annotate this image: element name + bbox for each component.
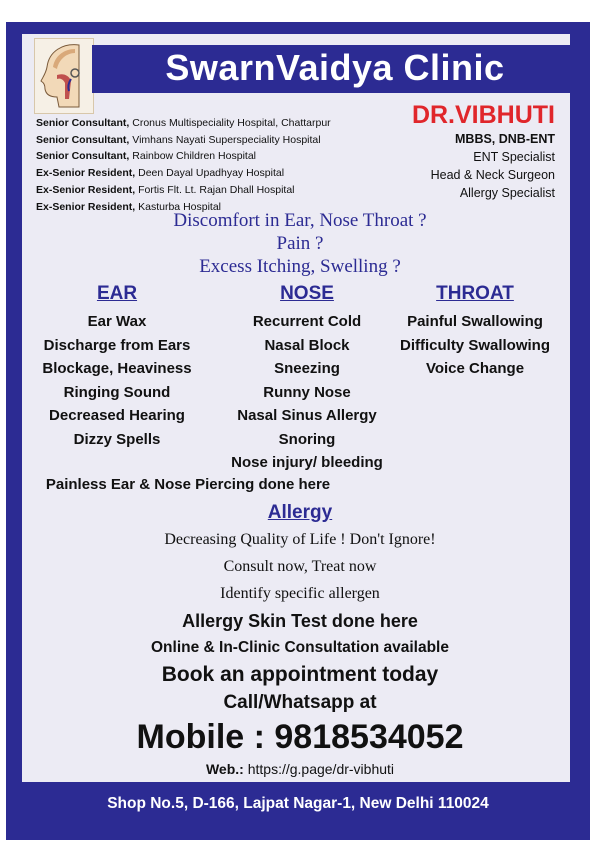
- nose-title: NOSE: [280, 283, 334, 304]
- credential-item: Ex-Senior Resident, Fortis Flt. Lt. Rajan Dhall Hospital: [36, 183, 295, 196]
- allergy-line: Decreasing Quality of Life ! Don't Ignore!: [164, 531, 436, 548]
- address-footer: Shop No.5, D-166, Lajpat Nagar-1, New Delhi 110024: [107, 795, 489, 812]
- list-item: Nasal Sinus Allergy: [237, 407, 377, 424]
- credential-item: Ex-Senior Resident, Deen Dayal Upadhyay Hospital: [36, 167, 285, 180]
- list-item: Painful Swallowing: [407, 313, 543, 330]
- allergy-line: Identify specific allergen: [220, 585, 380, 602]
- allergy-title: Allergy: [267, 502, 333, 523]
- mobile-number: Mobile : 9818534052: [136, 718, 464, 756]
- list-item: Nasal Block: [264, 336, 350, 354]
- skin-test-text: Allergy Skin Test done here: [182, 611, 418, 631]
- list-item: Difficulty Swallowing: [399, 336, 550, 354]
- ent-logo-icon: [34, 38, 94, 114]
- consultation-text: Online & In-Clinic Consultation available: [151, 639, 449, 656]
- doctor-degree: MBBS, DNB-ENT: [455, 132, 555, 146]
- web-label: Web.:: [205, 761, 244, 777]
- nose-column: [212, 282, 402, 475]
- allergy-line: Consult now, Treat now: [223, 558, 377, 575]
- list-item: Dizzy Spells: [73, 430, 161, 448]
- doctor-block: [412, 100, 555, 202]
- credentials-list: [36, 115, 331, 215]
- question-line: Discomfort in Ear, Nose Throat ?: [173, 210, 427, 231]
- web-link[interactable]: https://g.page/dr-vibhuti: [247, 761, 395, 777]
- doctor-specialty: Head & Neck Surgeon: [430, 168, 555, 182]
- list-item: Recurrent Cold: [252, 313, 362, 330]
- call-text: Call/Whatsapp at: [223, 692, 377, 713]
- list-item: Blockage, Heaviness: [42, 360, 192, 377]
- list-item: Nose injury/ bleeding: [231, 454, 383, 471]
- list-item: Sneezing: [274, 360, 340, 377]
- web-line: [0, 761, 600, 777]
- question-line: Excess Itching, Swelling ?: [199, 256, 401, 277]
- throat-column: [380, 282, 570, 381]
- list-item: Discharge from Ears: [43, 336, 191, 354]
- list-item: Voice Change: [425, 360, 525, 377]
- credential-item: Senior Consultant, Cronus Multispeciality Hospital, Chattarpur: [36, 117, 331, 129]
- question-line: Pain ?: [276, 233, 324, 254]
- list-item: Ringing Sound: [63, 383, 171, 401]
- clinic-name: SwarnVaidya Clinic: [165, 47, 505, 88]
- credential-item: Senior Consultant, Rainbow Children Hospital: [36, 150, 256, 163]
- ear-column: [22, 282, 212, 451]
- list-item: Ear Wax: [87, 313, 147, 330]
- doctor-specialty: Allergy Specialist: [459, 186, 555, 200]
- doctor-name: DR.VIBHUTI: [411, 101, 555, 129]
- doctor-specialty: ENT Specialist: [473, 150, 555, 164]
- credential-item: Senior Consultant, Vimhans Nayati Superspeciality Hospital: [36, 133, 321, 146]
- list-item: Runny Nose: [263, 383, 351, 401]
- book-text: Book an appointment today: [161, 663, 439, 686]
- list-item: Snoring: [278, 430, 336, 448]
- credential-item: Ex-Senior Resident, Kasturba Hospital: [36, 200, 222, 213]
- throat-title: THROAT: [436, 283, 514, 304]
- ear-title: EAR: [96, 283, 138, 304]
- piercing-note: Painless Ear & Nose Piercing done here: [45, 476, 331, 493]
- list-item: Decreased Hearing: [49, 407, 185, 424]
